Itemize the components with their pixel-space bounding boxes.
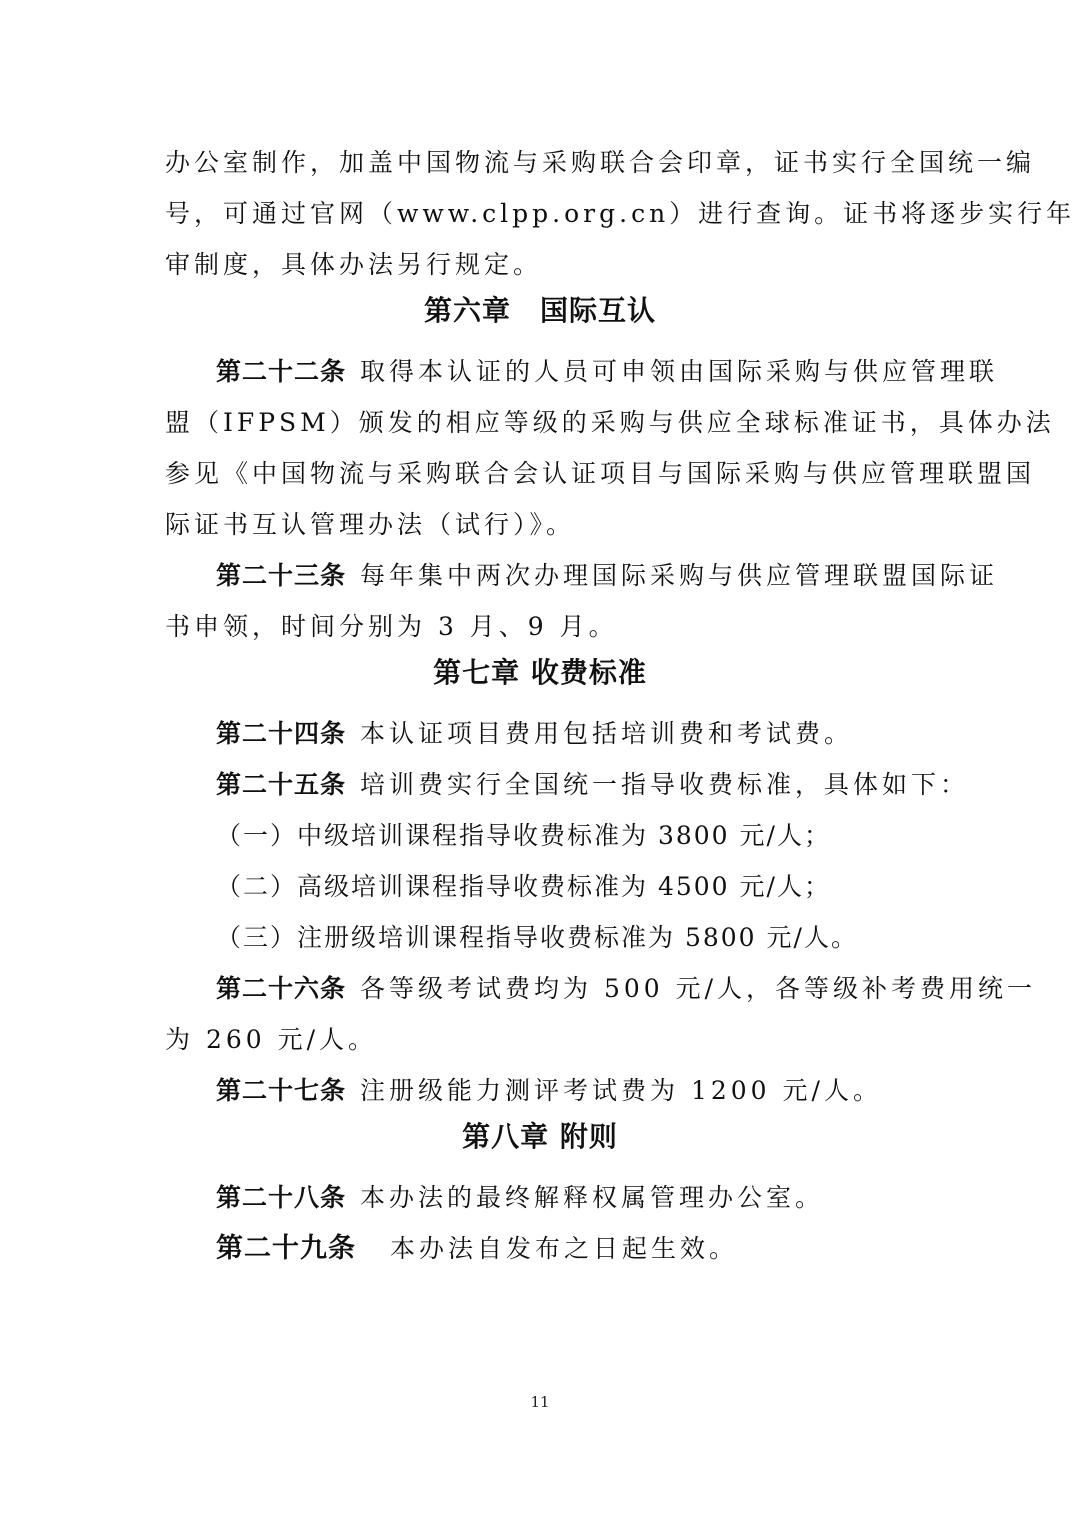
article-25-text: 培训费实行全国统一指导收费标准，具体如下： (360, 770, 970, 799)
article-22-text: 取得本认证的人员可申领由国际采购与供应管理联 (360, 357, 999, 386)
article-27-label: 第二十七条 (216, 1076, 347, 1105)
paragraph-line: 办公室制作，加盖中国物流与采购联合会印章，证书实行全国统一编 (165, 148, 1036, 177)
article-23-label: 第二十三条 (216, 561, 347, 590)
article-27-text: 注册级能力测评考试费为 1200 元/人。 (360, 1076, 882, 1105)
article-24-line (216, 714, 976, 754)
article-28-line (216, 1178, 976, 1218)
fee-item: （二）高级培训课程指导收费标准为 4500 元/人； (216, 872, 831, 901)
article-29-text: 本办法自发布之日起生效。 (390, 1234, 739, 1263)
paragraph-line: 为 260 元/人。 (165, 1025, 378, 1054)
page-number: 11 (530, 1393, 550, 1411)
article-25-line (216, 765, 976, 805)
paragraph-line: 参见《中国物流与采购联合会认证项目与国际采购与供应管理联盟国 (165, 459, 1036, 488)
article-26-text: 各等级考试费均为 500 元/人，各等级补考费用统一 (360, 974, 1037, 1003)
article-26-line (216, 969, 1037, 1009)
article-23-text: 每年集中两次办理国际采购与供应管理联盟国际证 (360, 561, 999, 590)
fee-item: （三）注册级培训课程指导收费标准为 5800 元/人。 (216, 923, 858, 952)
article-29-label: 第二十九条 (216, 1233, 356, 1264)
paragraph-line: 盟（IFPSM）颁发的相应等级的采购与供应全球标准证书，具体办法 (165, 408, 1055, 437)
paragraph-line: 号，可通过官网（www.clpp.org.cn）进行查询。证书将逐步实行年 (165, 199, 1076, 228)
article-29-line (216, 1229, 976, 1269)
article-24-text: 本认证项目费用包括培训费和考试费。 (360, 719, 854, 748)
article-22-label: 第二十二条 (216, 357, 347, 386)
fee-item: （一）中级培训课程指导收费标准为 3800 元/人； (216, 821, 831, 850)
article-28-label: 第二十八条 (216, 1183, 347, 1212)
article-25-label: 第二十五条 (216, 770, 347, 799)
chapter-8-heading: 第八章 附则 (462, 1120, 618, 1153)
article-24-label: 第二十四条 (216, 719, 347, 748)
article-27-line (216, 1071, 976, 1111)
paragraph-line: 际证书互认管理办法（试行）》。 (165, 510, 576, 539)
paragraph-line: 书申领，时间分别为 3 月、9 月。 (165, 612, 618, 641)
article-28-text: 本办法的最终解释权属管理办公室。 (360, 1183, 825, 1212)
article-22-line (216, 352, 999, 392)
chapter-6-heading: 第六章 国际互认 (423, 294, 656, 327)
paragraph-line: 审制度，具体办法另行规定。 (165, 250, 543, 279)
chapter-7-heading: 第七章 收费标准 (433, 656, 647, 689)
article-26-label: 第二十六条 (216, 974, 347, 1003)
article-23-line (216, 556, 999, 596)
